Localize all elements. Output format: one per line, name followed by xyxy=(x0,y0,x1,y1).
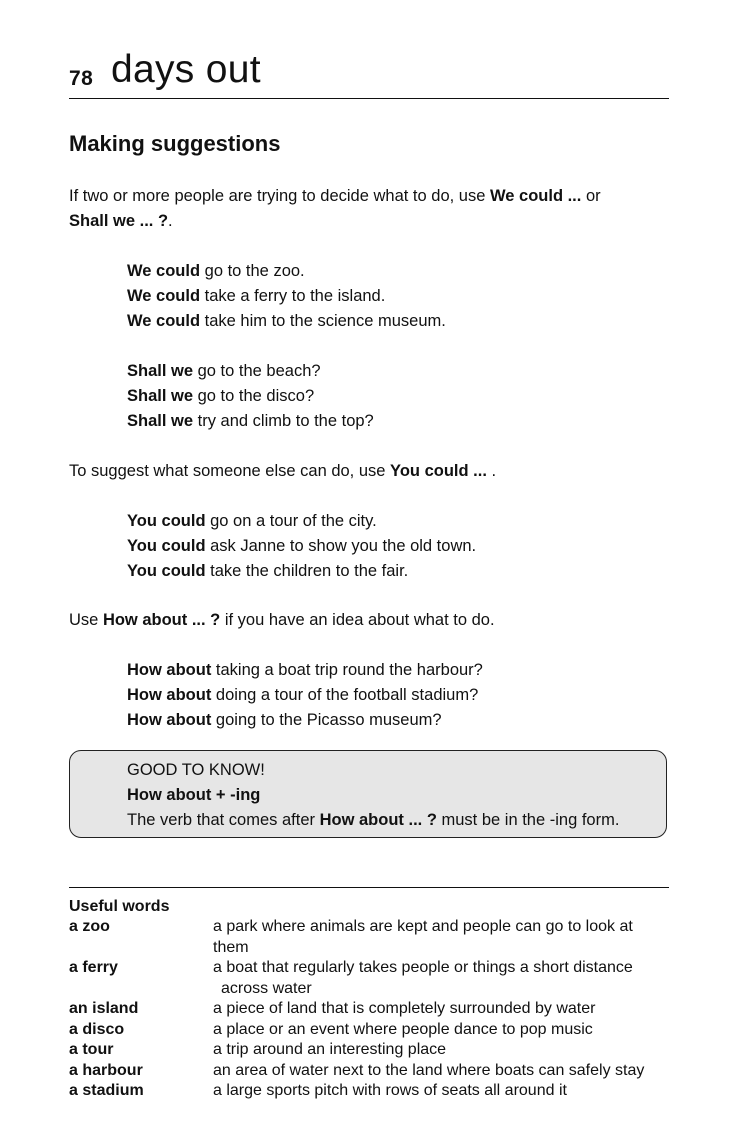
example-lead: We could xyxy=(127,287,201,305)
example-text: try and climb to the top? xyxy=(197,412,374,430)
intro-text-mid: or xyxy=(581,187,601,205)
example-line xyxy=(127,309,667,334)
intro-bold-we-could: We could ... xyxy=(489,187,582,205)
word-definition: a large sports pitch with rows of seats all around it xyxy=(213,1082,567,1099)
example-text: go to the disco? xyxy=(197,387,315,405)
word-row xyxy=(69,1040,669,1061)
example-text: take him to the science museum. xyxy=(204,312,446,330)
how-about-intro-end: if you have an idea about what to do. xyxy=(220,611,495,629)
word-term: a stadium xyxy=(69,1082,144,1099)
how-about-intro-bold: How about ... ? xyxy=(102,611,221,629)
example-line xyxy=(127,658,667,683)
word-definition-cont: across water xyxy=(221,979,312,997)
example-line xyxy=(127,359,667,384)
section-title: Making suggestions xyxy=(69,131,281,156)
word-definition: a park where animals are kept and people can go to look at them xyxy=(213,918,633,956)
page-header xyxy=(69,50,669,99)
example-line xyxy=(127,284,667,309)
tip-subheading: How about + -ing xyxy=(127,786,261,804)
example-text: going to the Picasso museum? xyxy=(215,711,442,729)
example-lead: Shall we xyxy=(127,387,194,405)
example-line xyxy=(127,534,667,559)
useful-words-divider xyxy=(69,887,669,888)
you-could-paragraph xyxy=(69,459,669,484)
word-term: a tour xyxy=(69,1041,114,1058)
word-row xyxy=(69,1081,669,1102)
you-could-intro-end: . xyxy=(486,462,497,480)
you-could-intro-bold: You could ... xyxy=(390,462,487,480)
example-text: doing a tour of the football stadium? xyxy=(215,686,479,704)
page-number: 78 xyxy=(69,67,94,90)
word-definition xyxy=(213,958,669,999)
tip-text-post: must be in the -ing form. xyxy=(436,811,620,829)
word-term: a ferry xyxy=(69,959,118,976)
example-text: go to the zoo. xyxy=(204,262,305,280)
how-about-paragraph xyxy=(69,608,669,633)
good-to-know-box xyxy=(69,750,667,838)
example-lead: Shall we xyxy=(127,362,194,380)
word-term: a disco xyxy=(69,1020,125,1038)
example-text: go to the beach? xyxy=(197,362,321,380)
word-row xyxy=(69,1020,669,1041)
example-lead: How about xyxy=(127,711,212,729)
example-text: ask Janne to show you the old town. xyxy=(210,537,477,555)
we-could-examples xyxy=(127,259,667,334)
word-term: a zoo xyxy=(69,918,110,935)
example-text: go on a tour of the city. xyxy=(210,512,377,530)
you-could-intro-text: To suggest what someone else can do, use xyxy=(69,462,391,480)
example-line xyxy=(127,259,667,284)
example-line xyxy=(127,384,667,409)
example-lead: We could xyxy=(127,262,201,280)
word-definition-line: a boat that regularly takes people or things a short distance xyxy=(213,959,633,976)
you-could-examples xyxy=(127,509,667,584)
tip-text-bold: How about ... ? xyxy=(319,811,437,829)
tip-text-pre: The verb that comes after xyxy=(127,811,320,829)
example-lead: How about xyxy=(127,661,212,679)
word-term: an island xyxy=(69,1000,139,1017)
chapter-title: days out xyxy=(111,48,261,91)
shall-we-examples xyxy=(127,359,667,434)
word-definition: a place or an event where people dance to pop music xyxy=(213,1020,593,1038)
word-term: a harbour xyxy=(69,1061,143,1079)
how-about-intro-text: Use xyxy=(69,611,103,629)
example-lead: We could xyxy=(127,312,201,330)
example-line xyxy=(127,559,667,584)
useful-words-title: Useful words xyxy=(69,898,170,915)
example-lead: You could xyxy=(127,512,206,530)
example-line xyxy=(127,683,667,708)
example-text: taking a boat trip round the harbour? xyxy=(215,661,483,679)
intro-text-end: . xyxy=(168,212,173,230)
example-lead: Shall we xyxy=(127,412,194,430)
word-definition: a trip around an interesting place xyxy=(213,1041,447,1058)
example-lead: You could xyxy=(127,537,206,555)
example-text: take the children to the fair. xyxy=(210,562,409,580)
intro-text: If two or more people are trying to decide what to do, use xyxy=(69,187,490,205)
word-row xyxy=(69,999,669,1020)
good-to-know-content xyxy=(127,758,619,833)
tip-heading: GOOD TO KNOW! xyxy=(127,761,265,779)
example-text: take a ferry to the island. xyxy=(204,287,386,305)
intro-bold-shall-we: Shall we ... ? xyxy=(69,212,169,230)
example-line xyxy=(127,509,667,534)
word-row xyxy=(69,917,669,958)
word-definition: an area of water next to the land where boats can safely stay xyxy=(213,1061,645,1079)
word-row xyxy=(69,1061,669,1082)
example-lead: You could xyxy=(127,562,206,580)
word-row xyxy=(69,958,669,999)
intro-paragraph xyxy=(69,184,669,234)
tip-text xyxy=(127,808,619,833)
useful-words-list xyxy=(69,917,669,1102)
how-about-examples xyxy=(127,658,667,733)
example-line xyxy=(127,708,667,733)
word-definition: a piece of land that is completely surrounded by water xyxy=(213,1000,596,1017)
example-line xyxy=(127,409,667,434)
example-lead: How about xyxy=(127,686,212,704)
